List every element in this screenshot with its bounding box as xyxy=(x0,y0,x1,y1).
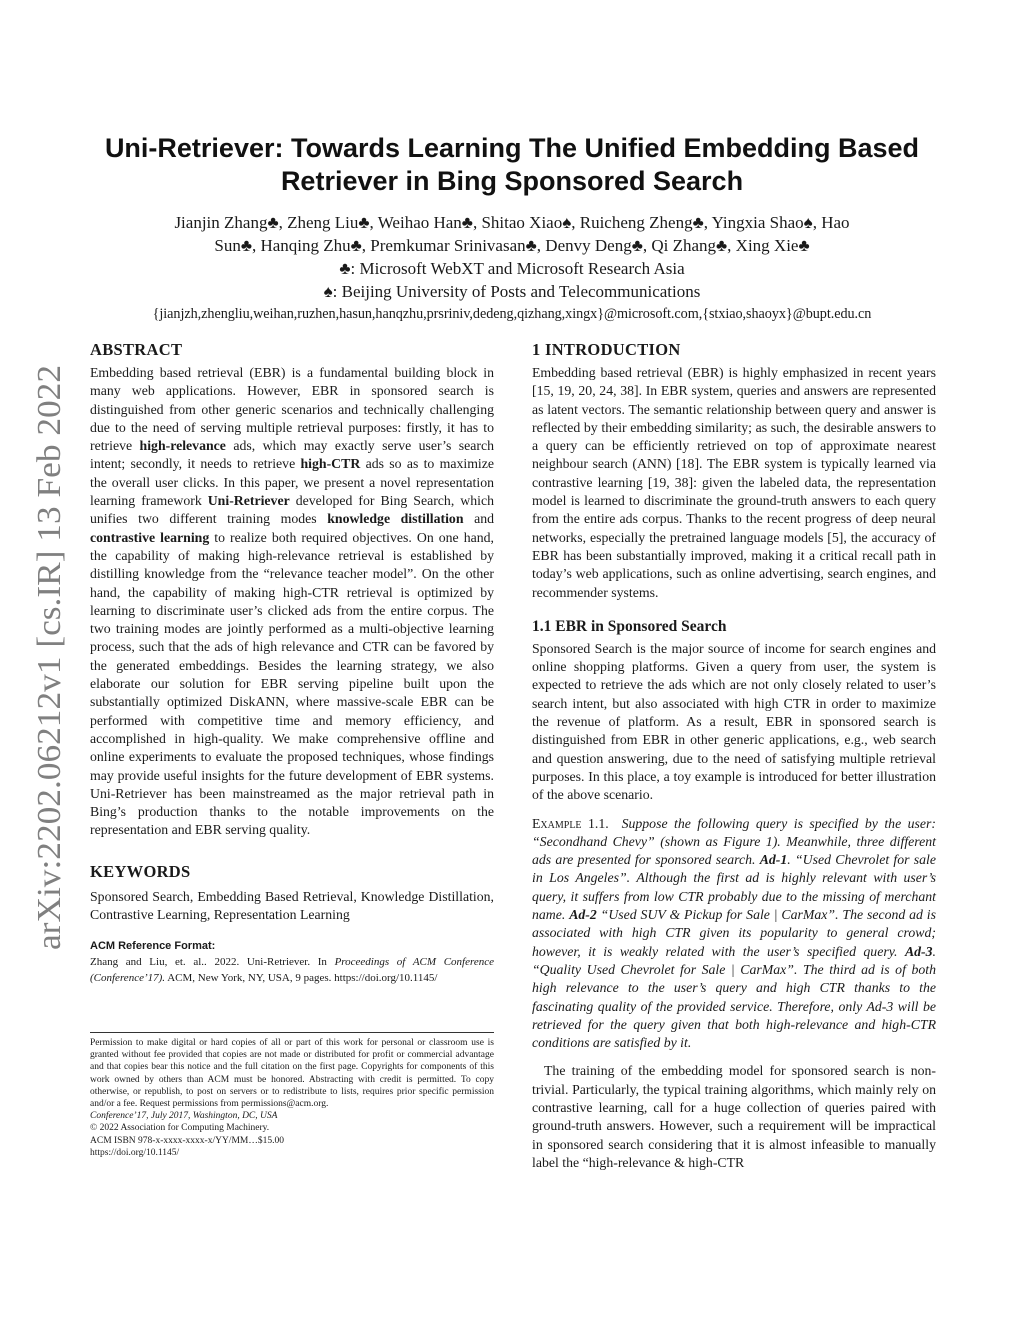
acm-ref-part: ACM, New York, NY, USA, 9 pages. https://doi.org/10.1145/ xyxy=(165,971,438,984)
subsection-heading: 1.1 EBR in Sponsored Search xyxy=(532,617,727,635)
abstract-part: Embedding based retrieval (EBR) is a fundamental building block in many web applications. However, EBR in sponsored search is distinguished from other generic scenarios and technically challenging due to the need of serving multiple retrieval purposes: firstly, it has to retrieve xyxy=(90,365,494,454)
author-list xyxy=(84,211,940,257)
paper-header xyxy=(84,132,940,324)
abstract-bold: knowledge distillation xyxy=(327,511,464,527)
example-part: Suppose the following query is specified by the user: “Secondhand Chevy” (shown as Figure 1). Meanwhile, three different ads are presented for sponsored search. xyxy=(532,815,936,868)
example-bold: Ad-2 xyxy=(569,907,597,923)
introduction-paragraph: Embedding based retrieval (EBR) is highly emphasized in recent years [15, 19, 20, 24, 38]. In EBR system, queries and answers are represented as latent vectors. The semantic relationship between query and answer is reflected by their embedding similarity; as such, the desirable answers to a query can be efficiently retrieved on top of approximate nearest neighbour search (ANN) [18]. The EBR system is typically learned via contrastive learning [19, 38]: given the labeled data, the representation model is learned to discriminate the ground-truth answers to each query from the entire ads corpus. Thanks to the recent progress of deep neural networks, especially the pretrained language models [5], the accuracy of EBR has been substantially improved, making it a critical recall path in today’s web applications, such as online advertising, search engines, and recommender systems. xyxy=(532,365,936,600)
arxiv-stamp-text: arXiv:2202.06212v1 [cs.IR] 13 Feb 2022 xyxy=(31,387,68,950)
permission-footnote xyxy=(90,1032,494,1159)
copyright-line: © 2022 Association for Computing Machinery. xyxy=(90,1123,270,1134)
abstract-part: ads, which may exactly serve user’s search intent; secondly, it needs to retrieve xyxy=(90,438,494,472)
affiliation-microsoft: ♣: Microsoft WebXT and Microsoft Research Asia xyxy=(339,259,685,278)
example-bold: Ad-1 xyxy=(759,852,788,868)
example-part: . “Used Chevrolet for sale in Los Angeles”. Although the first ad is highly relevant with user’s query, it suffers from low CTR probably due to the missing of merchant name. xyxy=(532,852,936,923)
abstract-bold: high-CTR xyxy=(300,456,361,472)
abstract-part: and xyxy=(463,511,494,527)
introduction-heading: 1 INTRODUCTION xyxy=(532,340,681,359)
example-bold: Ad-3 xyxy=(904,943,933,959)
acm-reference-heading: ACM Reference Format: xyxy=(90,940,216,953)
example-label: Example 1.1. xyxy=(532,815,609,831)
abstract-heading: ABSTRACT xyxy=(90,340,183,359)
abstract-text xyxy=(90,364,494,840)
isbn-line: ACM ISBN 978-x-xxxx-xxxx-x/YY/MM…$15.00 xyxy=(90,1135,284,1146)
abstract-bold: Uni-Retriever xyxy=(207,493,290,509)
acm-reference-text xyxy=(90,955,494,986)
abstract-part: developed for Bing Search, which unifies two different training modes xyxy=(90,493,494,527)
author-emails: {jianjzh,zhengliu,weihan,ruzhen,hasun,hanqzhu,prsriniv,dedeng,qizhang,xingx}@microsoft.com,{stxiao,shaoyx}@bupt.edu.cn xyxy=(152,306,872,322)
subsection-paragraph: Sponsored Search is the major source of income for search engines and online shopping platforms. Given a query from user, the system is expected to retrieve the ads which are not only closely related to user’s search intent, but also associated with high CTR in order to maximize the revenue of platform. As a result, EBR in sponsored search is distinguished from EBR in other generic applications, e.g., web search and question answering, due to the need of satisfying multiple retrieval purposes. In this place, a toy example is introduced for better illustration of the above scenario. xyxy=(532,640,936,803)
abstract-bold: contrastive learning xyxy=(90,529,210,545)
authors-line-1: Jianjin Zhang♣, Zheng Liu♣, Weihao Han♣, Shitao Xiao♠, Ruicheng Zheng♣, Yingxia Shao♠, Hao xyxy=(174,213,850,232)
arxiv-side-stamp xyxy=(14,360,76,950)
example-part: “Used SUV & Pickup for Sale | CarMax”. The second ad is associated with high CTR given its popularity to general crowd; however, it is weakly related with the user’s specified query. xyxy=(532,907,936,959)
training-paragraph: The training of the embedding model for sponsored search is non-trivial. Particularly, the typical training algorithms, which mainly rely on contrastive learning, call for a huge collection of queries paired with ground-truth answers. However, such a requirement will be impractical in sponsored search considering that it is almost infeasible to manually label the “high-relevance & high-CTR xyxy=(532,1063,936,1170)
title-line-1: Uni-Retriever: Towards Learning The Unified Embedding Based xyxy=(104,133,920,163)
abstract-part: to realize both required objectives. On one hand, the capability of making high-relevance retrieval is established by distilling knowledge from the “relevance teacher model”. On the other hand, the capability of making high-CTR retrieval is optimized by learning to discriminate user’s clicked ads from the entire corpus. The two training modes are jointly performed as a multi-objective learning process, such that the ads of high relevance and CTR can be favored by the generated embeddings. Besides the learning strategy, we also elaborate our solution for EBR serving pipeline built upon the substantially optimized DiskANN, where massive-scale EBR can be performed with competitive time and memory efficiency, and accomplished in high-quality. We make comprehensive offline and online experiments to evaluate the proposed techniques, whose findings may provide useful insights for the future development of EBR systems. Uni-Retriever has been mainstreamed as the major retrieval path in Bing’s production thanks to the notable improvements on the representation and EBR serving quality. xyxy=(90,529,494,838)
permission-text: Permission to make digital or hard copies of all or part of this work for personal or classroom use is granted without fee provided that copies are not made or distributed for profit or commercial advantage and that copies bear this notice and the full citation on the first page. Copyrights for components of this work owned by others than ACM must be honored. Abstracting with credit is permitted. To copy otherwise, or republish, to post on servers or to redistribute to lists, requires prior specific permission and/or a fee. Request permissions from permissions@acm.org. xyxy=(90,1038,494,1110)
title-line-2: Retriever in Bing Sponsored Search xyxy=(280,166,744,196)
conference-line: Conference’17, July 2017, Washington, DC, USA xyxy=(90,1111,278,1122)
acm-ref-italic: Proceedings of ACM Conference (Conference’17). xyxy=(90,956,494,984)
example-part: . “Quality Used Chevrolet for Sale | CarMax”. The third ad is of both high relevance to the user’s query and high CTR thanks to the fascinating quality of the provided service. Therefore, only Ad-3 will be retrieved for the query given that both high-relevance and high-CTR conditions are satisfied by it. xyxy=(532,943,936,1051)
paper-title xyxy=(84,132,940,198)
abstract-part: ads so as to maximize the overall user clicks. In this paper, we present a novel representation learning framework xyxy=(90,456,495,509)
left-column xyxy=(90,340,494,986)
keywords-heading: KEYWORDS xyxy=(90,861,191,881)
authors-line-2: Sun♣, Hanqing Zhu♣, Premkumar Srinivasan♣, Denvy Deng♣, Qi Zhang♣, Xing Xie♣ xyxy=(214,236,810,255)
acm-ref-part: Zhang and Liu, et. al.. 2022. Uni-Retriever. In xyxy=(90,956,335,969)
doi-line: https://doi.org/10.1145/ xyxy=(90,1147,180,1158)
right-column xyxy=(532,340,936,1172)
example-block xyxy=(532,815,936,1053)
affiliation-bupt: ♠: Beijing University of Posts and Telecommunications xyxy=(323,282,701,301)
keywords-text: Sponsored Search, Embedding Based Retrieval, Knowledge Distillation, Contrastive Learning, Representation Learning xyxy=(90,888,494,923)
abstract-bold: high-relevance xyxy=(139,438,226,454)
